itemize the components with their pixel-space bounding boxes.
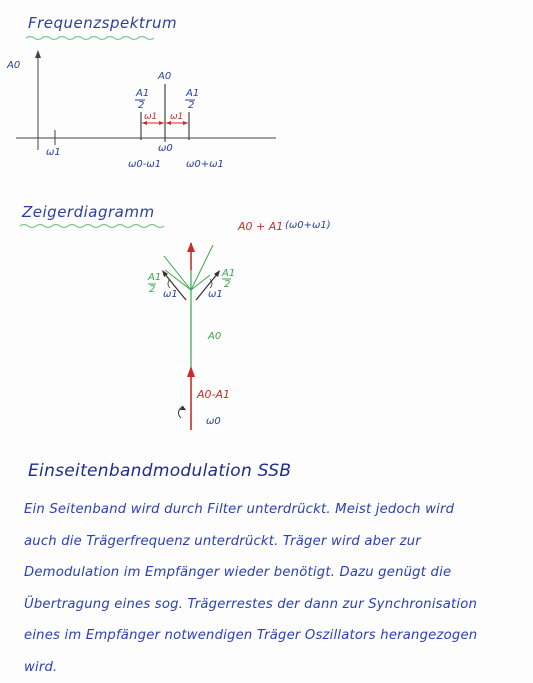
ssb-line: eines im Empfänger notwendigen Träger Oszillators herangezogen xyxy=(24,620,524,652)
phasor-right-amp-top: A1 xyxy=(222,268,235,279)
spectrum-lower-amp-bottom: 2 xyxy=(138,100,144,111)
spectrum-tick-upper-label: ω0+ω1 xyxy=(186,159,224,170)
spectrum-upper-amp-bottom: 2 xyxy=(188,100,194,111)
spectrum-y-arrow xyxy=(35,50,41,58)
ssb-title: Einseitenbandmodulation SSB xyxy=(28,461,291,481)
ssb-line: auch die Trägerfrequenz unterdrückt. Träger wird aber zur xyxy=(24,526,524,558)
phasor-resultant-freq: (ω0+ω1) xyxy=(285,220,331,231)
ssb-line: wird. xyxy=(24,652,524,683)
spectrum-y-axis-label: A0 xyxy=(7,60,20,71)
ssb-paragraph xyxy=(24,494,524,683)
phasor-difference-label: A0-A1 xyxy=(197,388,230,401)
spectrum-upper-amp-top: A1 xyxy=(186,88,199,99)
spectrum-tick-w1-label: ω1 xyxy=(46,147,61,158)
spectrum-spacing-label-left: ω1 xyxy=(144,112,157,122)
phasor-right-amp-bottom: 2 xyxy=(224,279,230,290)
phasor-resultant-label: A0 + A1 xyxy=(238,220,283,233)
phasor-left-amp-bottom: 2 xyxy=(149,284,155,295)
ssb-line: Demodulation im Empfänger wieder benötigt. Dazu genügt die xyxy=(24,557,524,589)
spectrum-tick-lower-label: ω0-ω1 xyxy=(128,159,161,170)
ssb-line: Ein Seitenband wird durch Filter unterdrückt. Meist jedoch wird xyxy=(24,494,524,526)
spectrum-tick-w0-label: ω0 xyxy=(158,143,173,154)
phasor-right-freq: ω1 xyxy=(208,289,223,300)
spectrum-heading-underline xyxy=(26,37,154,40)
spectrum-heading: Frequenzspektrum xyxy=(28,14,177,32)
phasor-rotation-label: ω0 xyxy=(206,416,221,427)
spectrum-lower-amp-top: A1 xyxy=(136,88,149,99)
spectrum-carrier-amp-label: A0 xyxy=(158,71,171,82)
phasor-heading: Zeigerdiagramm xyxy=(22,203,155,221)
phasor-carrier-label: A0 xyxy=(208,331,221,342)
ssb-line: Übertragung eines sog. Trägerrestes der dann zur Synchronisation xyxy=(24,589,524,621)
phasor-left-freq: ω1 xyxy=(163,289,178,300)
phasor-left-amp-top: A1 xyxy=(148,272,161,283)
spectrum-spacing-label-right: ω1 xyxy=(170,112,183,122)
phasor-heading-underline xyxy=(20,225,164,228)
